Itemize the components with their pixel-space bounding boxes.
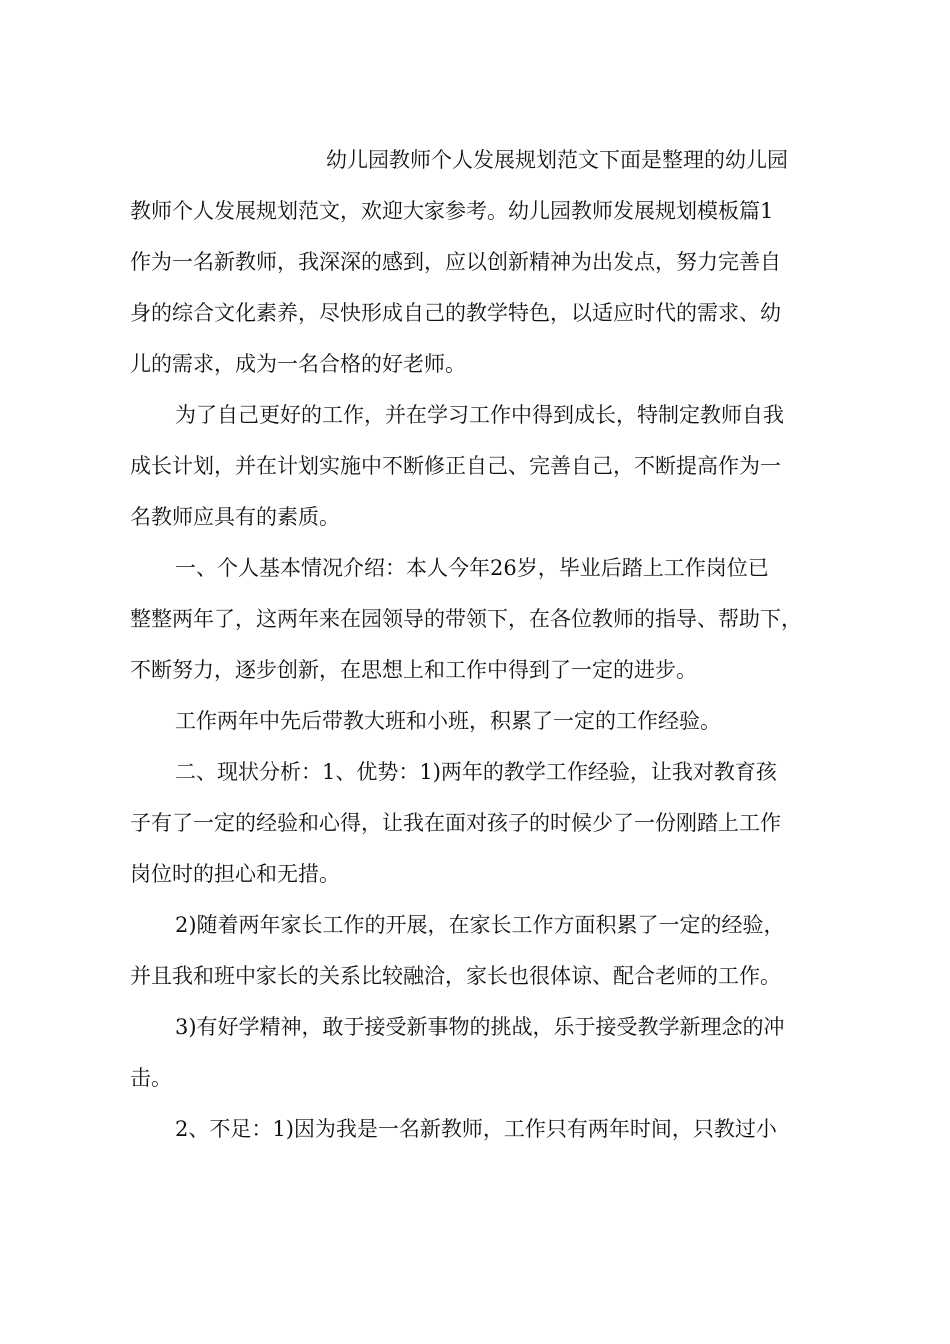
text-line: 教师个人发展规划范文，欢迎大家参考。幼儿园教师发展规划模板篇1 [130, 199, 774, 223]
text-line: 2)随着两年家长工作的开展，在家长工作方面积累了一定的经验， [175, 913, 785, 937]
text-line: 不断努力，逐步创新，在思想上和工作中得到了一定的进步。 [130, 658, 697, 682]
text-line: 一、个人基本情况介绍：本人今年26岁，毕业后踏上工作岗位已 [175, 556, 769, 580]
text-line: 名教师应具有的素质。 [130, 505, 340, 529]
text-line: 3)有好学精神，敢于接受新事物的挑战，乐于接受教学新理念的冲 [175, 1015, 785, 1039]
text-line: 整整两年了，这两年来在园领导的带领下，在各位教师的指导、帮助下， [130, 607, 802, 631]
text-line: 击。 [130, 1066, 172, 1090]
text-line: 作为一名新教师，我深深的感到，应以创新精神为出发点，努力完善自 [130, 250, 781, 274]
text-line: 身的综合文化素养，尽快形成自己的教学特色，以适应时代的需求、幼 [130, 301, 781, 325]
text-line: 并且我和班中家长的关系比较融洽，家长也很体谅、配合老师的工作。 [130, 964, 781, 988]
text-line: 二、现状分析：1、优势：1)两年的教学工作经验，让我对教育孩 [175, 760, 777, 784]
text-line: 儿的需求，成为一名合格的好老师。 [130, 352, 466, 376]
text-line: 工作两年中先后带教大班和小班，积累了一定的工作经验。 [175, 709, 721, 733]
text-line: 成长计划，并在计划实施中不断修正自己、完善自己，不断提高作为一 [130, 454, 781, 478]
text-line: 2、不足：1)因为我是一名新教师，工作只有两年时间，只教过小 [175, 1117, 777, 1141]
text-line: 子有了一定的经验和心得，让我在面对孩子的时候少了一份刚踏上工作 [130, 811, 781, 835]
text-line: 幼儿园教师个人发展规划范文下面是整理的幼儿园 [326, 148, 788, 172]
text-line: 为了自己更好的工作，并在学习工作中得到成长，特制定教师自我 [175, 403, 784, 427]
text-line: 岗位时的担心和无措。 [130, 862, 340, 886]
